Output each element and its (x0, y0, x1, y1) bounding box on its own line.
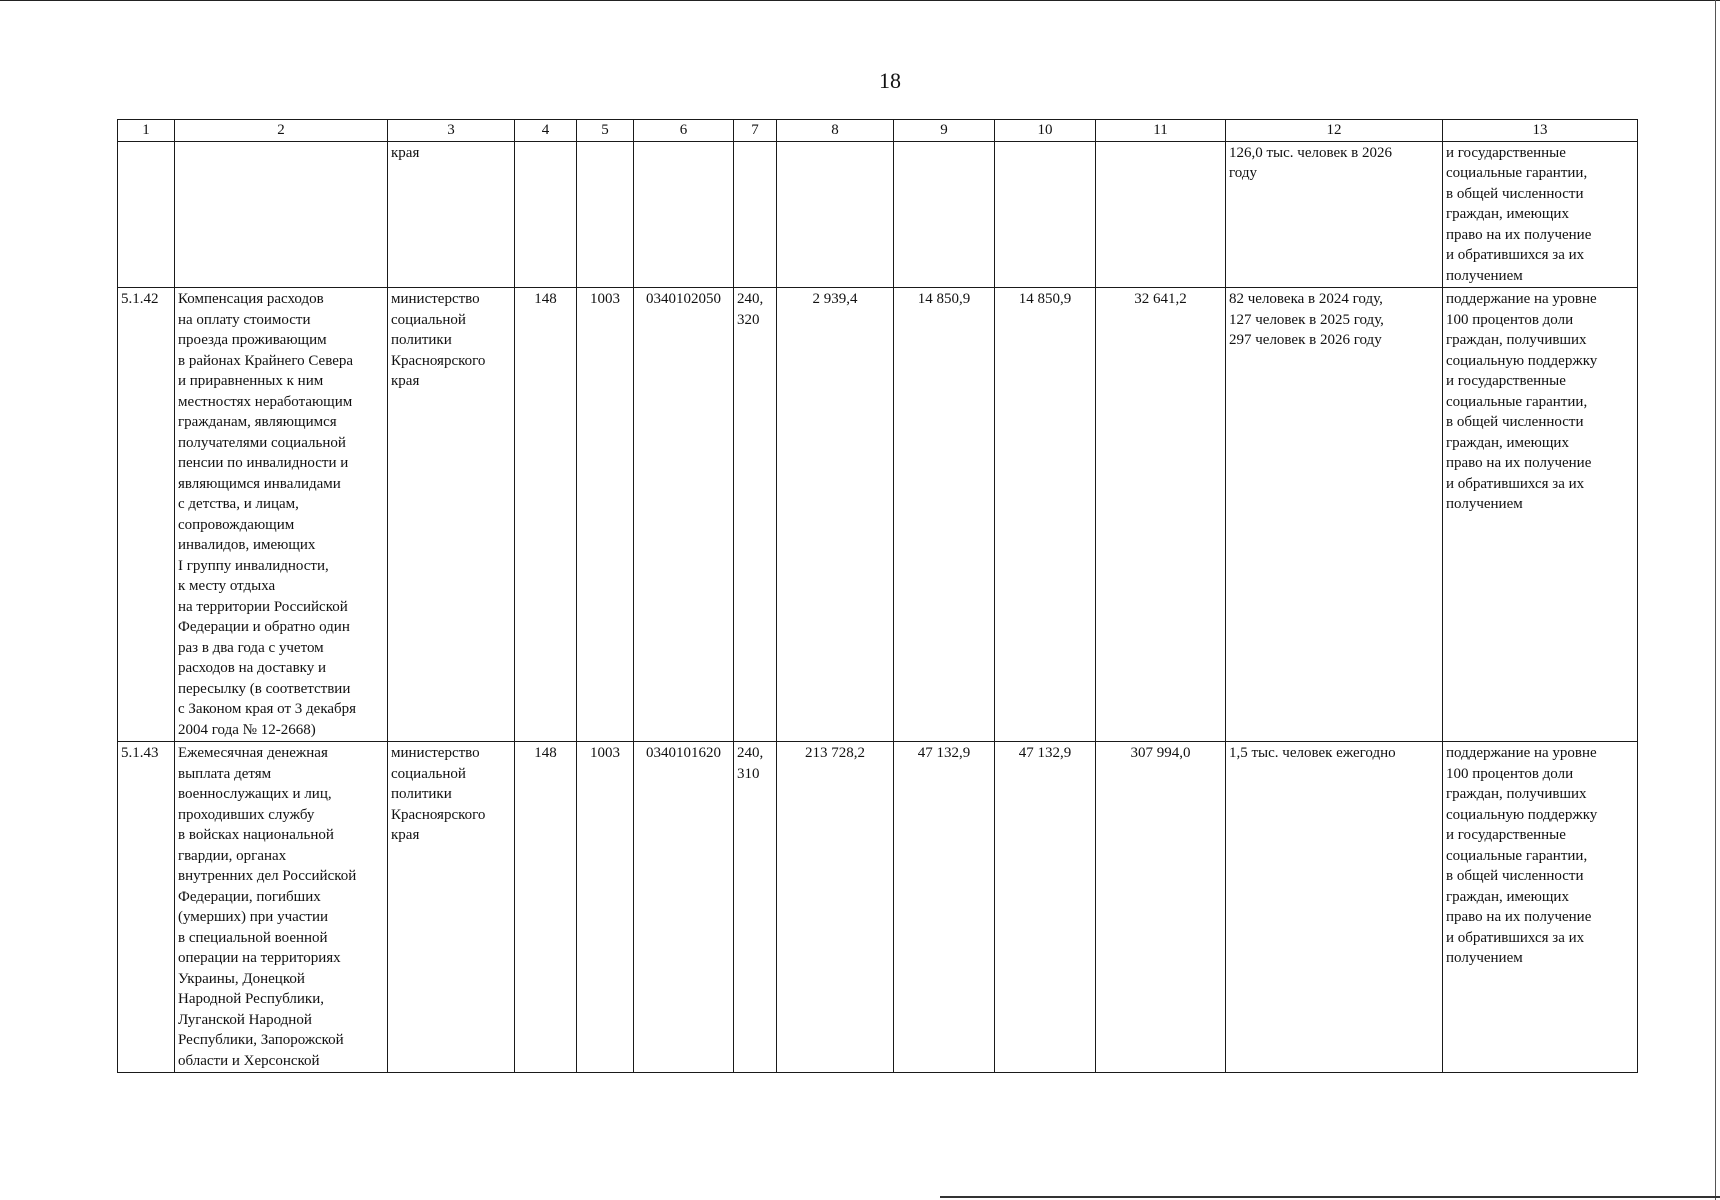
cell-measure-name: Ежемесячная денежная выплата детям военнослужащих и лиц, проходивших службу в войсках национальной гвардии, органах внутренних дел Российской Федерации, погибших (умерших) при участии в специальной военной операции на территориях Украины, Донецкой Народной Республики, Луганской Народной Республики, Запорожской области и Херсонской (175, 742, 388, 1073)
column-header: 11 (1096, 120, 1226, 142)
cell-section: 1003 (577, 742, 634, 1073)
cell-target-code: 0340102050 (634, 288, 734, 742)
cell-amount-2025 (894, 141, 995, 288)
scan-border-bottom (940, 1196, 1720, 1198)
cell-target-code: 0340101620 (634, 742, 734, 1073)
cell-amount-total: 32 641,2 (1096, 288, 1226, 742)
cell-amount-2024: 2 939,4 (777, 288, 894, 742)
column-header: 1 (118, 120, 175, 142)
cell-expense-type: 240, 310 (734, 742, 777, 1073)
cell-amount-2026 (995, 141, 1096, 288)
column-header: 9 (894, 120, 995, 142)
cell-expense-type (734, 141, 777, 288)
cell-indicator: поддержание на уровне 100 процентов доли граждан, получивших социальную поддержку и государственные социальные гарантии, в общей численности граждан, имеющих право на их получение и обратившихся за их получением (1443, 288, 1638, 742)
cell-amount-2025: 47 132,9 (894, 742, 995, 1073)
cell-amount-2026: 47 132,9 (995, 742, 1096, 1073)
table-row (118, 742, 1638, 1073)
cell-amount-total: 307 994,0 (1096, 742, 1226, 1073)
cell-indicator: поддержание на уровне 100 процентов доли граждан, получивших социальную поддержку и государственные социальные гарантии, в общей численности граждан, имеющих право на их получение и обратившихся за их получением (1443, 742, 1638, 1073)
cell-measure-name: Компенсация расходов на оплату стоимости проезда проживающим в районах Крайнего Севера и приравненных к ним местностях неработающим гражданам, являющимся получателями социальной пенсии по инвалидности и являющимся инвалидами с детства, и лицам, сопровождающим инвалидов, имеющих I группу инвалидности, к месту отдыха на территории Российской Федерации и обратно один раз в два года с учетом расходов на доставку и пересылку (в соответствии с Законом края от 3 декабря 2004 года № 12-2668) (175, 288, 388, 742)
cell-grbs: 148 (515, 288, 577, 742)
cell-amount-2024 (777, 141, 894, 288)
cell-section: 1003 (577, 288, 634, 742)
scan-border-top (0, 0, 1720, 1)
cell-measure-name (175, 141, 388, 288)
column-header: 7 (734, 120, 777, 142)
cell-executor: министерство социальной политики Красноярского края (388, 288, 515, 742)
cell-number: 5.1.42 (118, 288, 175, 742)
column-header: 5 (577, 120, 634, 142)
column-header: 3 (388, 120, 515, 142)
cell-amount-2026: 14 850,9 (995, 288, 1096, 742)
cell-expected-result: 126,0 тыс. человек в 2026 году (1226, 141, 1443, 288)
cell-target-code (634, 141, 734, 288)
cell-amount-2025: 14 850,9 (894, 288, 995, 742)
table-row (118, 288, 1638, 742)
column-header: 6 (634, 120, 734, 142)
cell-grbs: 148 (515, 742, 577, 1073)
cell-section (577, 141, 634, 288)
column-header: 10 (995, 120, 1096, 142)
column-header: 13 (1443, 120, 1638, 142)
cell-expected-result: 1,5 тыс. человек ежегодно (1226, 742, 1443, 1073)
cell-executor: края (388, 141, 515, 288)
column-header: 8 (777, 120, 894, 142)
cell-amount-2024: 213 728,2 (777, 742, 894, 1073)
table-header-row (118, 120, 1638, 142)
scan-border-right (1715, 0, 1716, 1200)
cell-amount-total (1096, 141, 1226, 288)
cell-number: 5.1.43 (118, 742, 175, 1073)
cell-expense-type: 240, 320 (734, 288, 777, 742)
cell-number (118, 141, 175, 288)
table-row (118, 141, 1638, 288)
page-number: 18 (879, 68, 901, 93)
cell-expected-result: 82 человека в 2024 году, 127 человек в 2025 году, 297 человек в 2026 году (1226, 288, 1443, 742)
program-measures-table (117, 119, 1638, 1073)
column-header: 2 (175, 120, 388, 142)
column-header: 12 (1226, 120, 1443, 142)
cell-executor: министерство социальной политики Красноярского края (388, 742, 515, 1073)
cell-grbs (515, 141, 577, 288)
cell-indicator: и государственные социальные гарантии, в общей численности граждан, имеющих право на их получение и обратившихся за их получением (1443, 141, 1638, 288)
column-header: 4 (515, 120, 577, 142)
